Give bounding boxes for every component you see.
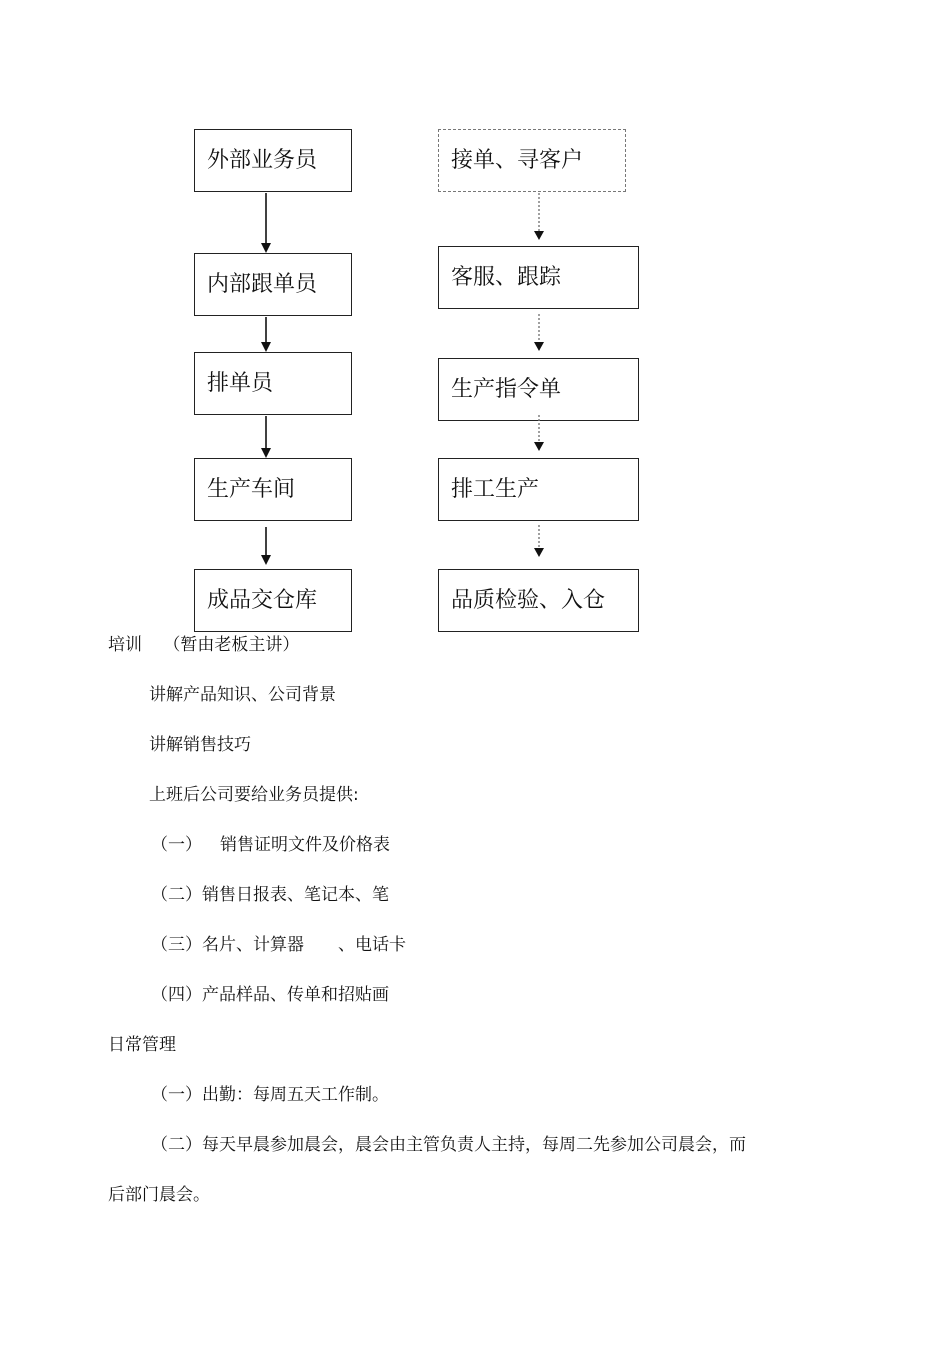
solid-arrow: [261, 416, 271, 458]
daily-management-heading: 日常管理: [108, 1035, 176, 1055]
flow-left-box-2: [194, 253, 352, 316]
provision-text: 名片、计算器 、电话卡: [202, 935, 406, 955]
training-note: （暂由老板主讲）: [163, 635, 300, 655]
flow-left-label: 内部跟单员: [207, 271, 318, 297]
dotted-arrow: [534, 314, 544, 351]
provision-text: 销售日报表、笔记本、笔: [202, 885, 389, 905]
training-item: 上班后公司要给业务员提供:: [149, 785, 359, 805]
flow-right-box-1: [438, 129, 626, 192]
flow-right-label: 客服、跟踪: [451, 264, 562, 290]
provision-text: 销售证明文件及价格表: [220, 835, 390, 855]
provision-number: （四）: [151, 985, 202, 1005]
flowchart-connectors: [0, 0, 950, 660]
flow-right-box-2: [438, 246, 639, 309]
solid-arrow: [261, 527, 271, 565]
daily-management-item: （一）出勤：每周五天工作制。: [151, 1085, 389, 1105]
training-item: 讲解产品知识、公司背景: [149, 685, 336, 705]
provision-number: （三）: [151, 935, 202, 955]
provision-number: （一）: [151, 835, 202, 855]
training-heading-line: [108, 635, 299, 655]
provision-item: [151, 985, 389, 1005]
flow-right-box-3: [438, 358, 639, 421]
flow-left-label: 成品交仓库: [207, 587, 318, 613]
flow-left-label: 外部业务员: [207, 147, 318, 173]
provision-text: 产品样品、传单和招贴画: [202, 985, 389, 1005]
solid-arrow: [261, 317, 271, 352]
provision-number: （二）: [151, 885, 202, 905]
flow-right-label: 接单、寻客户: [451, 147, 584, 173]
flow-right-box-5: [438, 569, 639, 632]
flow-right-label: 排工生产: [451, 476, 540, 502]
daily-management-item-continued: 后部门晨会。: [108, 1185, 210, 1205]
solid-arrow: [261, 193, 271, 253]
flow-left-label: 排单员: [207, 370, 274, 396]
provision-item: [151, 935, 406, 955]
flow-right-box-4: [438, 458, 639, 521]
flow-left-box-3: [194, 352, 352, 415]
flow-right-label: 品质检验、入仓: [451, 587, 606, 613]
training-heading: 培训: [108, 635, 142, 655]
provision-item: [151, 885, 389, 905]
training-item: 讲解销售技巧: [149, 735, 251, 755]
dotted-arrow: [534, 525, 544, 557]
daily-management-item: （二）每天早晨参加晨会，晨会由主管负责人主持，每周二先参加公司晨会，而: [151, 1135, 746, 1155]
flow-right-label: 生产指令单: [451, 376, 562, 402]
flow-left-box-1: [194, 129, 352, 192]
provision-item: [151, 835, 390, 855]
flow-left-box-4: [194, 458, 352, 521]
dotted-arrow: [534, 193, 544, 240]
flow-left-box-5: [194, 569, 352, 632]
flow-left-label: 生产车间: [207, 476, 296, 502]
